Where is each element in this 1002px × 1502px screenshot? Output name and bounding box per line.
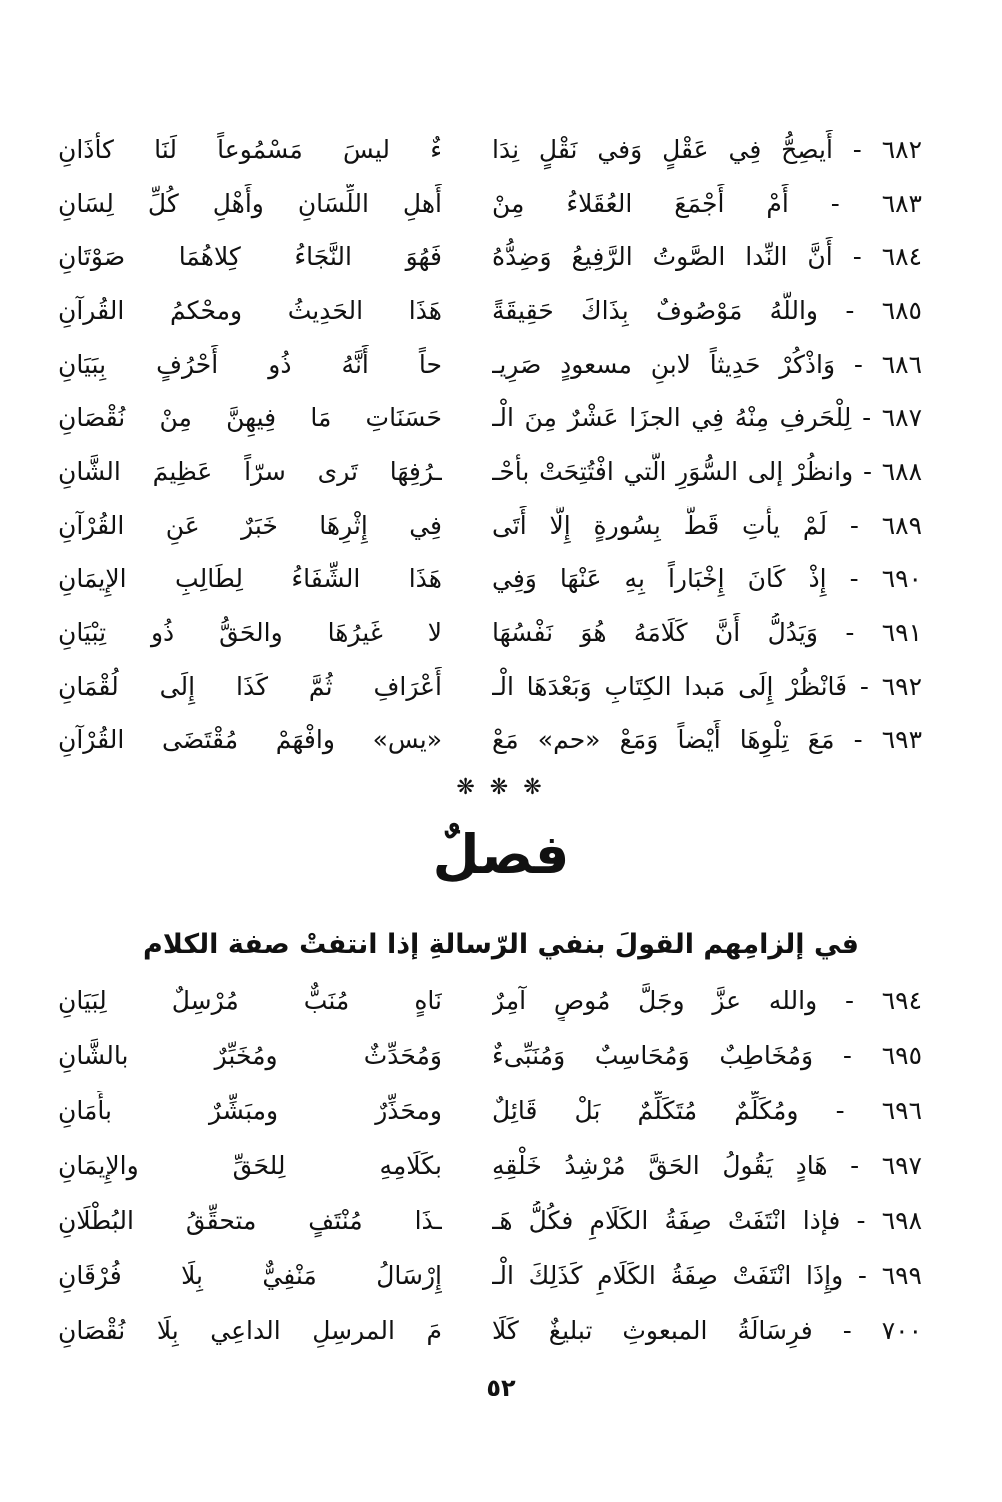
verse-first-hemistich [492, 613, 922, 653]
verse-row [58, 445, 922, 499]
verse-number: ٦٩٤ - [844, 985, 922, 1015]
verse-row [58, 660, 922, 714]
verse-first-half-text: لِلْحَرفِ مِنْهُ فِي الجزَا عَشْرٌ مِنَ الْـ [492, 403, 852, 433]
verse-second-hemistich: بكَلَامِهِ لِلحَقِّ والإِيمَانِ [58, 1150, 442, 1180]
verse-first-half-text: مَعَ تِلْوِهَا أَيْضاً وَمَعْ «حم» مَعْ [492, 725, 835, 755]
verse-first-hemistich [492, 1146, 922, 1186]
verses-section-2 [58, 973, 922, 1358]
verse-row [58, 499, 922, 553]
verse-first-half-text: والله عزَّ وجَلَّ مُوصٍ آمِرٌ [492, 985, 818, 1015]
verse-second-hemistich: «يس» وافْهَمْ مُقْتَضَى القُرْآنِ [58, 725, 442, 755]
verse-row [58, 1083, 922, 1138]
verse-first-hemistich [492, 237, 922, 277]
verse-first-half-text: وَاذْكُرْ حَدِيثاً لابنِ مسعودٍ صَرِيـ [492, 349, 836, 379]
verse-second-hemistich: هَذَا الشِّفَاءُ لِطَالِبِ الإِيمَانِ [58, 564, 442, 594]
verse-number: ٦٨٤ - [852, 242, 922, 272]
verse-second-hemistich: هَذَا الحَدِيثُ ومحْكمُ القُرآنِ [58, 295, 442, 325]
verse-first-hemistich [492, 291, 922, 331]
verse-first-hemistich [492, 506, 922, 546]
verse-first-half-text: وَيَدُلُّ أَنَّ كَلَامَهُ هُوَ نَفْسُهَا [492, 618, 818, 648]
verse-row [58, 1248, 922, 1303]
verse-row [58, 1303, 922, 1358]
section-divider-asterisks: ❋ ❋ ❋ [456, 775, 546, 800]
verse-row [58, 230, 922, 284]
verse-row [58, 338, 922, 392]
verse-first-hemistich [492, 130, 922, 170]
verse-number: ٦٨٣ - [830, 188, 922, 218]
verse-second-hemistich: حاً أَنَّهُ ذُو أَحْرُفٍ بِبَيَانِ [58, 349, 442, 379]
verse-number: ٦٩٢ - [859, 671, 922, 701]
verse-second-hemistich: ـرُفِهَا تَرى سرّاً عَظِيمَ الشَّانِ [58, 456, 442, 486]
verse-first-hemistich [492, 559, 922, 599]
verse-first-half-text: هَادٍ يَقُولُ الحَقَّ مُرْشِدُ خَلْقِهِ [492, 1150, 828, 1180]
verses-section-1 [58, 123, 922, 767]
verse-first-hemistich [492, 398, 922, 438]
verse-row [58, 1193, 922, 1248]
verse-first-hemistich [492, 1036, 922, 1076]
verse-second-hemistich: إِرْسَالُ مَنْفِيٌّ بِلَا فُرْقَانِ [58, 1260, 442, 1290]
verse-number: ٦٨٥ - [845, 295, 922, 325]
verse-row [58, 606, 922, 660]
verse-first-hemistich [492, 981, 922, 1021]
verse-number: ٧٠٠ - [842, 1315, 922, 1345]
verse-row [58, 391, 922, 445]
verse-number: ٦٩٩ - [857, 1260, 922, 1290]
page-number: ٥٢ [486, 1374, 516, 1402]
verse-second-hemistich: لا غَيرُهَا والحَقُّ ذُو تِبْيَانِ [58, 618, 442, 648]
verse-first-half-text: أَمْ أَجْمَعَ العُقَلاءُ مِنْ [492, 188, 789, 218]
verse-first-half-text: فرِسَالَةُ المبعوثِ تبليغٌ كَلَا [492, 1315, 813, 1345]
verse-row [58, 284, 922, 338]
verse-first-half-text: فإذا انْتَفَتْ صِفَةُ الكَلَامِ فكُلُّ هَـ [492, 1205, 841, 1235]
chapter-heading: فصلٌ [432, 823, 570, 886]
verse-row [58, 1028, 922, 1083]
verse-first-half-text: وانظُرْ إلى السُّوَرِ الَّتي افْتُتِحَتْ بأحْـ [492, 456, 854, 486]
verse-second-hemistich: ومحَذِّرٌ ومبَشِّرٌ بأَمَانِ [58, 1095, 442, 1125]
verse-number: ٦٨٢ - [852, 134, 922, 164]
verse-row [58, 177, 922, 231]
verse-second-hemistich: نَاهٍ مُنَبٌّ مُرْسِلٌ لِبَيَانِ [58, 985, 442, 1015]
verse-number: ٦٨٨ - [862, 456, 922, 486]
verse-number: ٦٩١ - [845, 618, 922, 648]
verse-number: ٦٩٠ - [849, 564, 922, 594]
verse-first-hemistich [492, 1201, 922, 1241]
verse-first-hemistich [492, 184, 922, 224]
verse-first-hemistich [492, 720, 922, 760]
verse-first-half-text: أَنَّ النِّدا الصَّوتُ الرَّفِيعُ وَضِدُّهُ [492, 242, 833, 272]
chapter-subtitle: في إلزامِهم القولَ بنفي الرّسالةِ إذا انتفتْ صفة الكلام [143, 929, 859, 960]
verse-first-hemistich [492, 1091, 922, 1131]
verse-number: ٦٨٦ - [853, 349, 922, 379]
verse-first-half-text: واللَّهُ مَوْصُوفٌ بِذَاكَ حَقِيقَةً [492, 295, 818, 325]
verse-second-hemistich: أَهلِ اللِّسَانِ وأَهْلِ كُلِّ لِسَانِ [58, 188, 442, 218]
verse-first-hemistich [492, 452, 922, 492]
verse-second-hemistich: أَعْرَافِ ثُمَّ كَذَا إِلَى لُقْمَانِ [58, 671, 442, 701]
verse-first-hemistich [492, 667, 922, 707]
verse-second-hemistich: ـذَا مُنْتَفٍ متحقِّقُ البُطْلَانِ [58, 1205, 442, 1235]
verse-first-half-text: وَمُخَاطِبٌ وَمُحَاسِبٌ وَمُنَبِّىءٌ [492, 1040, 814, 1070]
verse-first-half-text: ومُكَلِّمٌ مُتَكَلِّمٌ بَلْ قَائِلٌ [492, 1095, 799, 1125]
verse-first-half-text: إِذْ كَانَ إِخْبَاراً بِهِ عَنْهَا وَفِي [492, 564, 827, 594]
verse-first-hemistich [492, 1311, 922, 1351]
verse-second-hemistich: ءٌ ليسَ مَسْمُوعاً لَنَا كأذَانِ [58, 134, 442, 164]
verse-second-hemistich: وَمُحَدِّثٌ ومُخَبِّرٌ بالشَّانِ [58, 1040, 442, 1070]
verse-first-hemistich [492, 345, 922, 385]
verse-row [58, 553, 922, 607]
verse-number: ٦٩٦ - [835, 1095, 922, 1125]
verse-first-half-text: أَيصِحُّ فِي عَقْلٍ وَفي نَقْلٍ نِدَا [492, 134, 833, 164]
verse-second-hemistich: فِي إِثْرِهَا خَبَرٌ عَنِ القُرْآنِ [58, 510, 442, 540]
verse-number: ٦٨٧ - [862, 403, 922, 433]
verse-first-half-text: لَمْ يأْتِ قَطُّ بِسُورةٍ إِلَّا أَتَى [492, 510, 828, 540]
verse-first-hemistich [492, 1256, 922, 1296]
verse-row [58, 1138, 922, 1193]
verse-second-hemistich: حَسَنَاتِ مَا فِيهِنَّ مِنْ نُقْصَانِ [58, 403, 442, 433]
verse-first-half-text: وإِذَا انْتَفَتْ صِفَةُ الكَلَامِ كَذَلِكَ الْـ [492, 1260, 844, 1290]
verse-number: ٦٨٩ - [849, 510, 922, 540]
verse-second-hemistich: فَهُوَ النَّجَاءُ كِلاهُمَا صَوْتَانِ [58, 242, 442, 272]
verse-row [58, 123, 922, 177]
verse-number: ٦٩٨ - [856, 1205, 922, 1235]
verse-first-half-text: فَانْظُرْ إِلَى مَبدا الكِتَابِ وَبَعْدَهَا الْـ [492, 671, 848, 701]
verse-number: ٦٩٣ - [853, 725, 922, 755]
verse-row [58, 973, 922, 1028]
verse-row [58, 714, 922, 768]
verse-second-hemistich: مَ المرسِلِ الداعِي بِلَا نُقْصَانِ [58, 1315, 442, 1345]
verse-number: ٦٩٧ - [850, 1150, 922, 1180]
verse-number: ٦٩٥ - [842, 1040, 922, 1070]
